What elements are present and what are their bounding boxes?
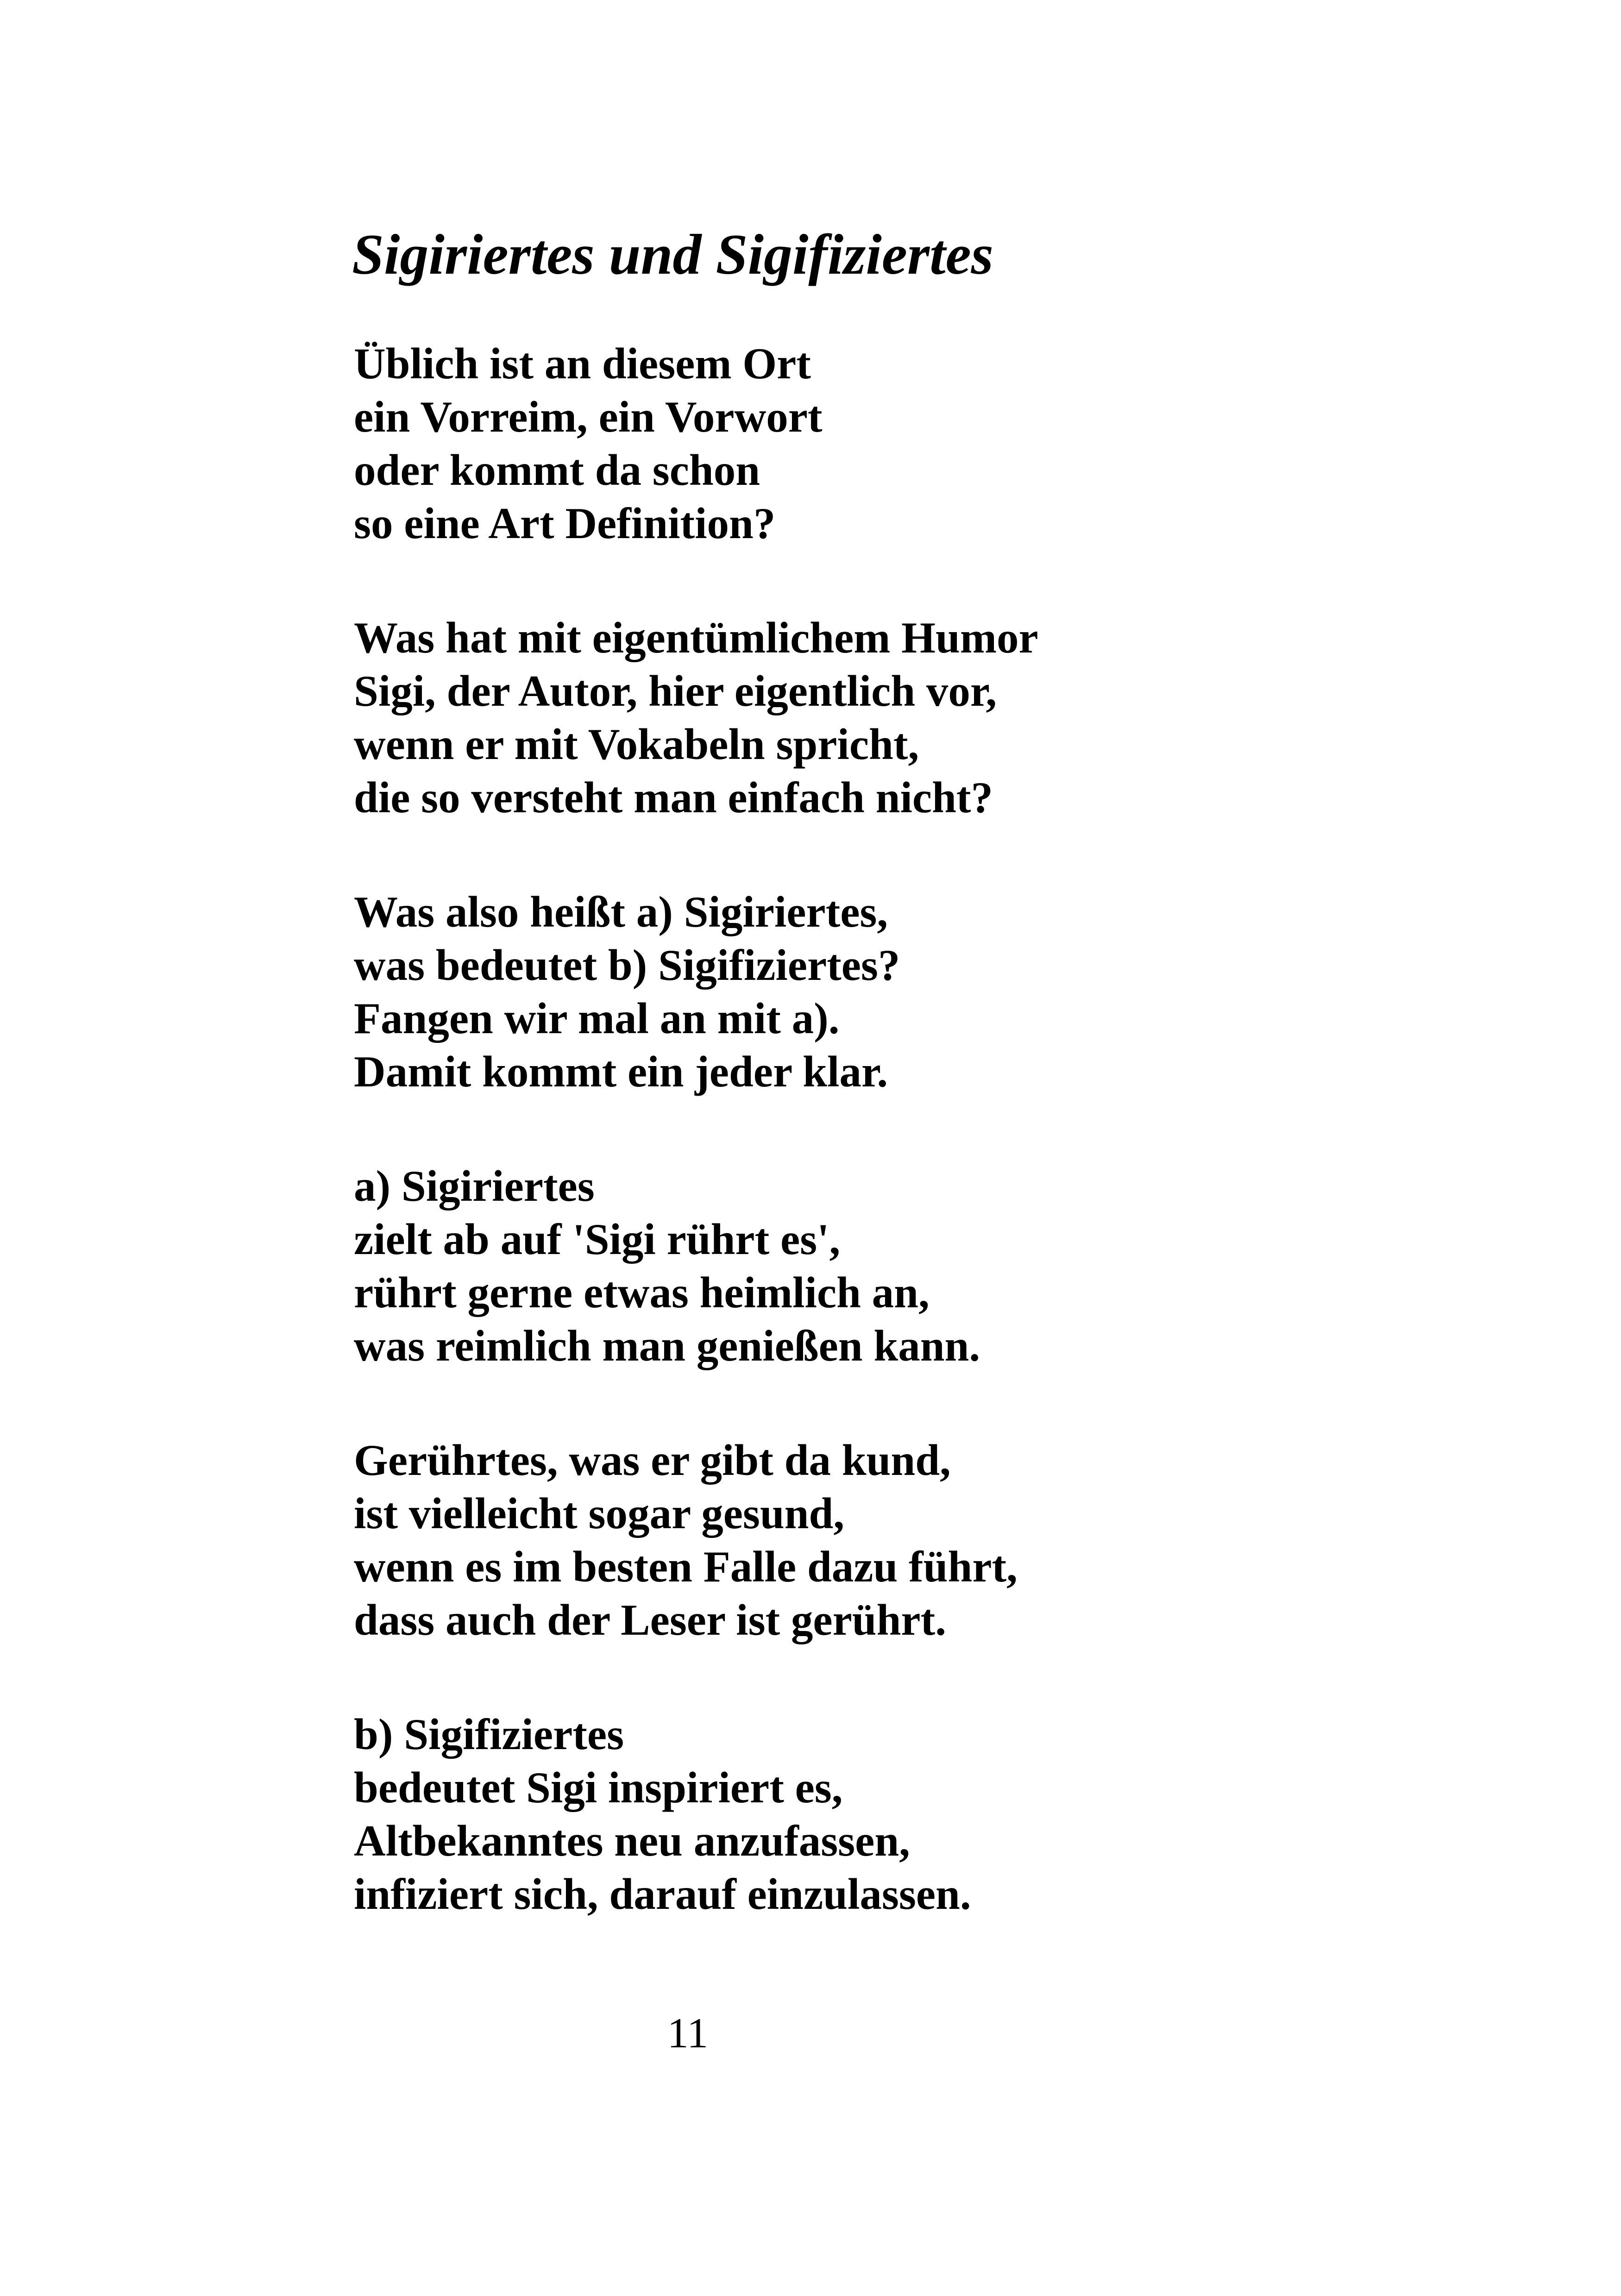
poem-line: Fangen wir mal an mit a). — [354, 994, 840, 1043]
poem-line: oder kommt da schon — [354, 445, 760, 495]
stanza — [354, 1708, 1465, 1921]
poem-line: die so versteht man einfach nicht? — [354, 773, 993, 822]
poem-line: a) Sigiriertes — [354, 1161, 595, 1211]
poem-line: Üblich ist an diesem Ort — [354, 339, 811, 388]
poem-line: wenn er mit Vokabeln spricht, — [354, 720, 919, 769]
poem-line: was reimlich man genießen kann. — [354, 1321, 980, 1370]
poem-line: dass auch der Leser ist gerührt. — [354, 1595, 946, 1644]
poem-line: Gerührtes, was er gibt da kund, — [354, 1436, 951, 1485]
poem-body — [354, 337, 1465, 1921]
poem-line: zielt ab auf 'Sigi rührt es', — [354, 1215, 841, 1264]
poem-line: Was hat mit eigentümlichem Humor — [354, 613, 1038, 662]
poem-line: was bedeutet b) Sigifiziertes? — [354, 941, 900, 990]
poem-line: ein Vorreim, ein Vorwort — [354, 392, 823, 441]
poem-line: Damit kommt ein jeder klar. — [354, 1047, 888, 1096]
poem-line: ist vielleicht sogar gesund, — [354, 1489, 845, 1538]
poem-line: bedeutet Sigi inspiriert es, — [354, 1763, 843, 1812]
stanza — [354, 885, 1465, 1098]
stanza — [354, 1434, 1465, 1647]
page-number: 11 — [667, 2009, 709, 2057]
poem-title: Sigiriertes und Sigifiziertes — [352, 223, 993, 286]
poem-line: Altbekanntes neu anzufassen, — [354, 1816, 910, 1865]
poem-line: Was also heißt a) Sigiriertes, — [354, 887, 888, 936]
stanza — [354, 337, 1465, 550]
poem-line: so eine Art Definition? — [354, 499, 776, 548]
poem-line: infiziert sich, darauf einzulassen. — [354, 1869, 971, 1919]
poem-line: rührt gerne etwas heimlich an, — [354, 1268, 930, 1317]
poem-line: b) Sigifiziertes — [354, 1710, 624, 1759]
poem-line: Sigi, der Autor, hier eigentlich vor, — [354, 666, 997, 715]
stanza — [354, 611, 1465, 824]
poem-line: wenn es im besten Falle dazu führt, — [354, 1542, 1018, 1591]
stanza — [354, 1160, 1465, 1373]
